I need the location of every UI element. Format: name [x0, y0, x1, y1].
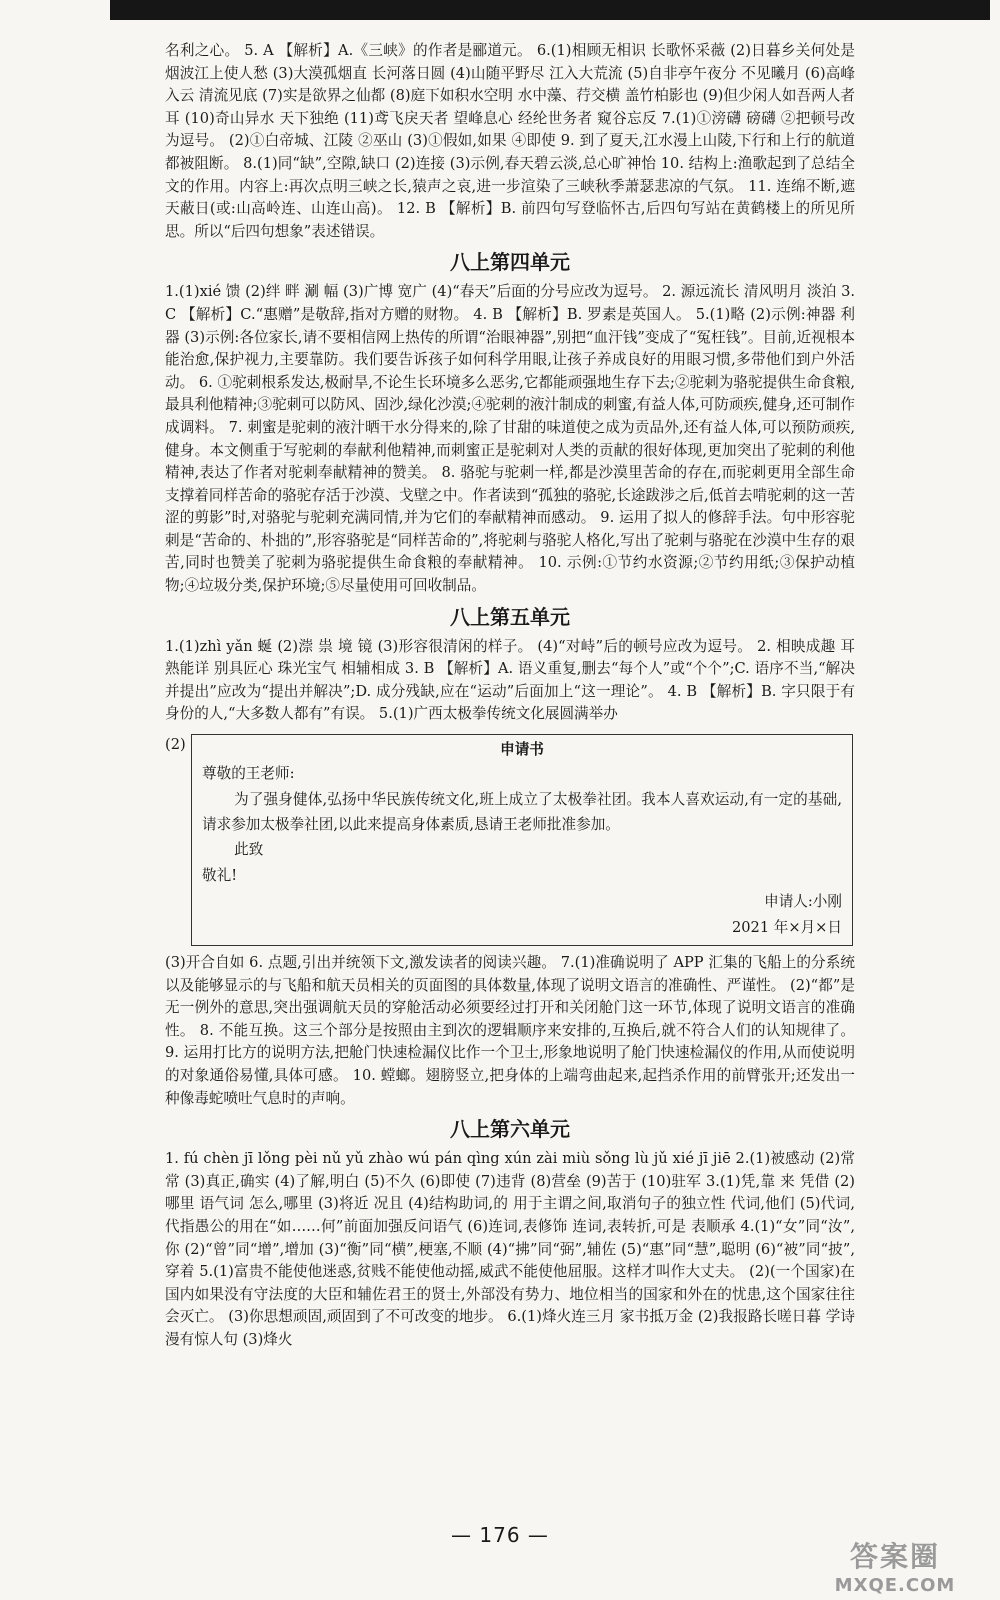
unit3-answers-tail: 名利之心。 5. A 【解析】A.《三峡》的作者是郦道元。 6.(1)相顾无相识 长歌怀采薇 (2)日暮乡关何处是 烟波江上使人愁 (3)大漠孤烟直 长河落日圆 (4)山随平野尽 江入大荒流 (5)自非亭午夜分 不见曦月 (6)高峰入云 清流见底 (7)实是欲界之仙都 (8)庭下如积水空明 水中藻、荇交横 盖竹柏影也 (9)但少闲人如吾两人者耳 (10)奇山异水 天下独绝 (11)鸢飞戾天者 望峰息心 经纶世务者 窥谷忘反 7.(1)①滂礴 磅礴 ②把顿号改为逗号。 (2)①白帝城、江陵 ②巫山 (3)①假如,如果 ④即使 9. 到了夏天,江水漫上山陵,下行和上行的航道都被阻断。 8.(1)同“缺”,空隙,缺口 (2)连接 (3)示例,春天碧云淡,总心旷神怡 10. 结构上:渔歌起到了总结全文的作用。内容上:再次点明三峡之长,猿声之哀,进一步渲染了三峡秋季萧瑟悲凉的气氛。 11. 连绵不断,遮天蔽日(或:山高岭连、山连山高)。 12. B 【解析】B. 前四句写登临怀古,后四句写站在黄鹤楼上的所见所思。所以“后四句想象”表述错误。 [165, 42, 855, 240]
unit5-heading: 八上第五单元 [450, 604, 570, 629]
application-letter-box [191, 734, 853, 946]
letter-greeting: 尊敬的王老师: [202, 765, 295, 783]
page-number: — 176 — [451, 1523, 549, 1547]
letter-closing-2: 敬礼! [202, 867, 238, 885]
unit5-answers-part2: (3)开合自如 6. 点题,引出并统领下文,激发读者的阅读兴趣。 7.(1)准确说明了 APP 汇集的飞船上的分系统以及能够显示的与飞船和航天员相关的页面图的具体数量,体现了说明文语言的准确性、严谨性。 (2)“都”是无一例外的意思,突出强调航天员的穿舱活动必须要经过打开和关闭舱门这一环节,体现了说明文语言的准确性。 8. 不能互换。这三个部分是按照由主到次的逻辑顺序来安排的,互换后,就不符合人们的认知规律了。 9. 运用打比方的说明方法,把舱门快速检漏仪比作一个卫士,形象地说明了舱门快速检漏仪的作用,从而使说明的对象通俗易懂,具体可感。 10. 螳螂。翅膀竖立,把身体的上端弯曲起来,起挡杀作用的前臂张开;还发出一种像毒蛇喷吐气息时的声响。 [165, 954, 855, 1107]
watermark-line2: MXQE.COM [834, 1575, 956, 1596]
letter-date: 2021 年×月×日 [731, 919, 842, 937]
letter-body: 为了强身健体,弘扬中华民族传统文化,班上成立了太极拳社团。我本人喜欢运动,有一定的基础,请求参加太极拳社团,以此来提高身体素质,恳请王老师批准参加。 [202, 791, 842, 834]
watermark-logo [810, 1535, 980, 1596]
application-label: (2) [165, 736, 186, 754]
application-letter-block [165, 734, 855, 946]
top-edge-bar [110, 0, 990, 20]
letter-signature: 申请人:小刚 [764, 893, 842, 911]
unit4-answers: 1.(1)xié 馈 (2)绊 畔 涮 幅 (3)广博 宽广 (4)“春天”后面的分号应改为逗号。 2. 源远流长 清风明月 淡泊 3. C 【解析】C.“惠赠”是敬辞,指对方赠的财物。 4. B 【解析】B. 罗素是英国人。 5.(1)略 (2)示例:神器 利器 (3)示例:各位家长,请不要相信网上热传的所谓“治眼神器”,别把“血汗钱”变成了“冤枉钱”。目前,近视根本能治愈,保护视力,主要靠防。我们要告诉孩子如何科学用眼,让孩子养成良好的用眼习惯,多带他们到户外活动。 6. ①驼刺根系发达,极耐旱,不论生长环境多么恶劣,它都能顽强地生存下去;②驼刺为骆驼提供生命食粮,最具利他精神;③驼刺可以防风、固沙,绿化沙漠;④驼刺的液汁制成的刺蜜,有益人体,可防顽疾,健身,还可制作成调料。 7. 刺蜜是驼刺的液汁晒干水分得来的,除了甘甜的味道使之成为贡品外,还有益人体,可以预防顽疾,健身。本文侧重于写驼刺的奉献利他精神,而刺蜜正是驼刺对人类的贡献的很好体现,更加突出了驼刺的利他精神,表达了作者对驼刺奉献精神的赞美。 8. 骆驼与驼刺一样,都是沙漠里苦命的存在,而驼刺更用全部生命支撑着同样苦命的骆驼存活于沙漠、戈壁之中。作者读到“孤独的骆驼,长途跋涉之后,低首去啃驼刺的这一苦涩的剪影”时,对骆驼与驼刺充满同情,并为它们的奉献精神而感动。 9. 运用了拟人的修辞手法。句中形容驼刺是“苦命的、朴拙的”,形容骆驼是“同样苦命的”,将驼刺与骆驼人格化,写出了驼刺与骆驼在沙漠中生存的艰苦,同时也赞美了驼刺为骆驼提供生命食粮的奉献精神。 10. 示例:①节约水资源;②节约用纸;③保护动植物;④垃圾分类,保护环境;⑤尽量使用可回收制品。 [165, 283, 855, 595]
unit5-answers-part1: 1.(1)zhì yǎn 蜒 (2)漴 祟 境 镜 (3)形容很清闲的样子。 (4)“对峙”后的顿号应改为逗号。 2. 相映成趣 耳熟能详 别具匠心 珠光宝气 相辅相成 3. B 【解析】A. 语义重复,删去“每个人”或“个个”;C. 语序不当,“解决并提出”应改为“提出并解决”;D. 成分残缺,应在“运动”后面加上“这一理论”。 4. B 【解析】B. 字只限于有身份的人,“大多数人都有”有误。 5.(1)广西太极拳传统文化展圆满举办 [165, 637, 855, 723]
unit4-heading: 八上第四单元 [450, 250, 570, 275]
letter-closing-1: 此致 [234, 841, 264, 859]
unit6-heading: 八上第六单元 [450, 1117, 570, 1142]
unit6-answers: 1. fú chèn jī lǒng pèi nǔ yǔ zhào wú pán qìng xún zài miù sǒng lù jǔ xié jī jiē 2.(1)被感动 (2)常常 (3)真正,确实 (4)了解,明白 (5)不久 (6)即使 (7)违背 (8)营垒 (9)苦于 (10)驻军 3.(1)凭,靠 来 凭借 (2)哪里 语气词 怎么,哪里 (3)将近 况且 (4)结构助词,的 用于主谓之间,取消句子的独立性 代词,他们 (5)代词,代指愚公的用在“如……何”前面加强反问语气 (6)连词,表修饰 连词,表转折,可是 表顺承 4.(1)“女”同“汝”,你 (2)“曾”同“增”,增加 (3)“衡”同“横”,梗塞,不顺 (4)“拂”同“弼”,辅佐 (5)“惠”同“慧”,聪明 (6)“被”同“披”,穿着 5.(1)富贵不能使他迷惑,贫贱不能使他动摇,威武不能使他屈服。这样才叫作大丈夫。 (2)(一个国家)在国内如果没有守法度的大臣和辅佐君王的贤士,外部没有势力、地位相当的国家和外在的忧患,这个国家往往会灭亡。 (3)你思想顽固,顽固到了不可改变的地步。 6.(1)烽火连三月 家书抵万金 (2)我报路长嗟日暮 学诗漫有惊人句 (3)烽火 [165, 1150, 855, 1348]
answer-page [165, 40, 855, 1352]
watermark-line1: 答案圈 [849, 1540, 940, 1573]
letter-title: 申请书 [500, 741, 544, 759]
